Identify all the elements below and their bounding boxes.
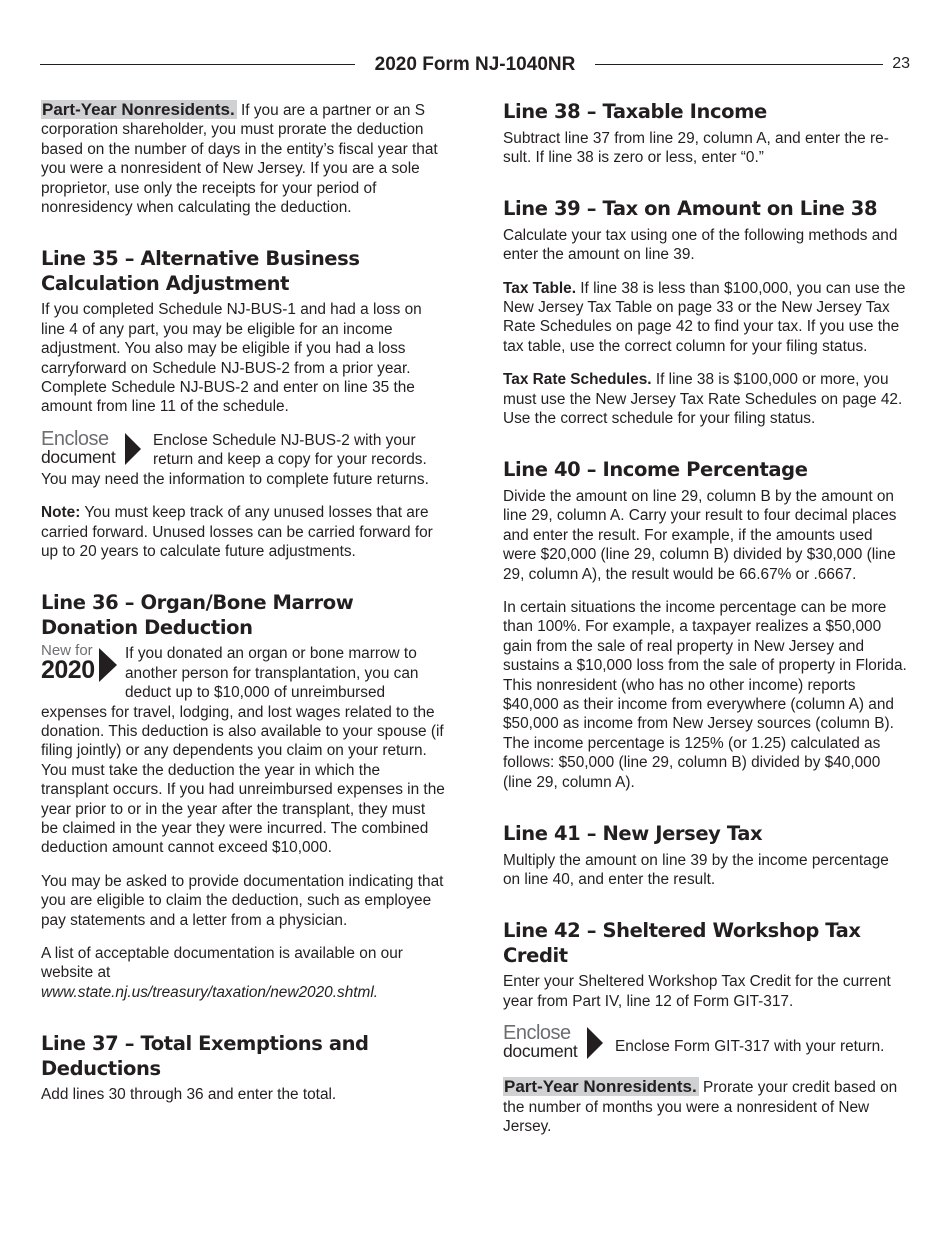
tax-rate-schedules-label: Tax Rate Schedules. [503, 371, 652, 389]
line-41-heading: Line 41 – New Jersey Tax [503, 822, 763, 846]
documentation-text: A list of acceptable documentation is available on our website at [41, 945, 403, 982]
year-word: 2020 [41, 656, 95, 685]
page-header [40, 52, 910, 78]
new-for-2020-icon [41, 644, 121, 686]
note-paragraph [41, 503, 446, 561]
line-37-heading: Line 37 – Total Exemptions and Deductions [41, 1032, 369, 1080]
line-40-paragraph-1: Divide the amount on line 29, column B by the amount on line 29, column A. Carry your result to four decimal places and enter the result. For example, if the amounts used were $20,000 (line 29, column B) divided by $30,000 (line 29, column A), the result would be 66.67% or .6667. [503, 487, 897, 583]
enclose-document-icon [503, 1023, 603, 1063]
header-rule-left [40, 64, 355, 65]
line-37-paragraph: Add lines 30 through 36 and enter the total. [41, 1086, 337, 1104]
tax-table-label: Tax Table. [503, 279, 576, 297]
enclose-document-note-2 [503, 1022, 910, 1063]
documentation-link[interactable]: www.state.nj.us/treasury/taxation/new2020.shtml. [41, 983, 379, 1001]
part-year-nonresidents-credit-text: Prorate your credit based on the number of months you were a nonresident of New Jersey. [503, 1079, 898, 1135]
enclose-git-317-text: Enclose Form GIT-317 with your return. [615, 1038, 885, 1056]
enclose-arrow-icon [587, 1027, 603, 1059]
header-rule-right [595, 64, 883, 65]
page-number: 23 [892, 55, 910, 72]
line-42-paragraph: Enter your Sheltered Workshop Tax Credit for the current year from Part IV, line 12 of Form GIT-317. [503, 973, 891, 1010]
line-36-heading: Line 36 – Organ/Bone Marrow Donation Deduction [41, 591, 354, 639]
part-year-nonresidents-label: Part-Year Nonresidents. [42, 100, 235, 119]
line-39-paragraph: Calculate your tax using one of the following methods and enter the amount on line 39. [503, 226, 898, 264]
enclose-schedule-text: Enclose Schedule NJ-BUS-2 with your return and keep a copy for your records. You may need the information to complete future returns. [41, 431, 429, 488]
line-36-paragraph-3 [41, 944, 446, 1002]
enclose-word: Enclose [503, 1022, 571, 1045]
tax-rate-schedules-paragraph [503, 370, 910, 428]
note-text: You must keep track of any unused losses that are carried forward. Unused losses can be carried forward for up to 20 years to calculate future adjustments. [41, 504, 433, 560]
enclose-word: Enclose [41, 427, 109, 450]
line-39-heading: Line 39 – Tax on Amount on Line 38 [503, 197, 878, 221]
part-year-nonresidents-credit-paragraph [503, 1077, 910, 1136]
part-year-nonresidents-label-2: Part-Year Nonresidents. [504, 1077, 697, 1097]
line-35-paragraph: If you completed Schedule NJ-BUS-1 and had a loss on line 4 of any part, you may be eligible for an income adjustment. You also may be eligible if you had a loss carryforward on Schedule NJ-BUS-2 from a prior year. Complete Schedule NJ-BUS-2 and enter on line 35 the amount from line 11 of the schedule. [41, 301, 422, 416]
tax-rate-schedules-text: If line 38 is $100,000 or more, you must use the New Jersey Tax Rate Schedules on page 42. Use the correct schedule for your filing status. [503, 371, 903, 428]
line-40-paragraph-2: In certain situations the income percentage can be more than 100%. For example, a taxpayer realizes a $50,000 gain from the sale of real property in New Jersey and sustains a $10,000 loss from the sale of property in Florida. This nonresident (who has no other income) reports $40,000 as their income from everywhere (column A) and $50,000 as income from New Jersey sources (column B). The income percentage is 125% (or 1.25) calculated as follows: $50,000 (line 29, column B) divided by $40,000 (line 29, column A). [503, 599, 907, 791]
enclose-arrow-icon [125, 433, 141, 465]
form-title: 2020 Form NJ-1040NR [374, 54, 576, 75]
line-35-heading: Line 35 – Alternative Business Calculation Adjustment [41, 247, 360, 295]
part-year-nonresidents-text: If you are a partner or an S corporation shareholder, you must prorate the deduction based on the number of days in the entity’s fiscal year that you were a nonresident of New Jersey. If you are a sole proprietor, use only the receipts for your period of nonresidency when calculating the deduction. [41, 102, 438, 217]
line-40-heading: Line 40 – Income Percentage [503, 458, 808, 482]
enclose-document-icon [41, 429, 141, 469]
line-42-heading: Line 42 – Sheltered Workshop Tax Credit [503, 919, 861, 967]
left-column [41, 100, 446, 1119]
document-word: document [41, 446, 116, 467]
note-label: Note: [41, 504, 81, 522]
tax-table-paragraph [503, 279, 910, 357]
line-36-paragraph-2: You may be asked to provide documentation indicating that you are eligible to claim the deduction, such as employee pay statements and a letter from a physician. [41, 872, 444, 929]
right-column [503, 100, 910, 1150]
new-arrow-icon [99, 648, 117, 682]
part-year-nonresidents-paragraph [41, 100, 446, 217]
enclose-document-note [41, 427, 446, 489]
line-36-paragraph-1: If you donated an organ or bone marrow to another person for transplantation, you can deduct up to $10,000 of unreimbursed expenses for travel, lodging, and lost wages related to the donation. This deduction is also available to your spouse (if filing jointly) or any dependents you claim on your return. You must take the deduction the year in which the transplant occurs. If you had unreimbursed expenses in the year prior to or in the year after the transplant, they must be claimed in the year they were incurred. The combined deduction amount cannot exceed $10,000. [41, 645, 445, 857]
tax-table-text: If line 38 is less than $100,000, you can use the New Jersey Tax Table on page 33 or the New Jersey Tax Rate Schedules on page 42 to find your tax. If you use the tax table, use the correct column for your filing status. [503, 279, 906, 355]
line-38-paragraph: Subtract line 37 from line 29, column A, and enter the result. If line 38 is zero or less, enter “0.” [503, 129, 889, 166]
new-for-2020-block [41, 644, 446, 857]
document-word: document [503, 1041, 578, 1062]
new-for-word: New for [41, 642, 93, 660]
line-38-heading: Line 38 – Taxable Income [503, 100, 767, 123]
line-41-paragraph: Multiply the amount on line 39 by the income percentage on line 40, and enter the result. [503, 851, 889, 888]
